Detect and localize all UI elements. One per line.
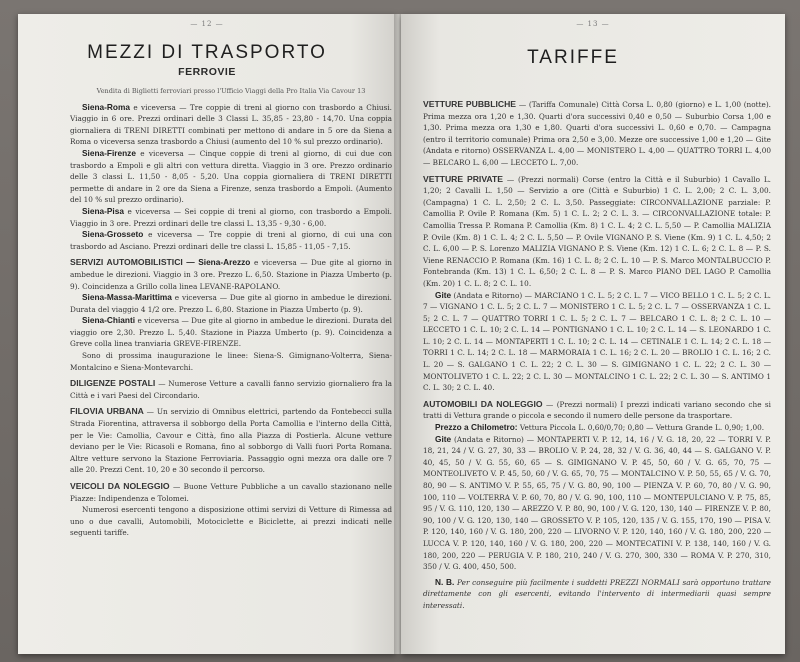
right-page — [401, 14, 785, 654]
page-number-right: — 13 — — [576, 20, 610, 28]
numerosi-esercenti: Numerosi esercenti tengono a disposizione ottimi servizi di Vetture di Rimessa ad uno o due cavalli, Automobili, Motociclette e Biciclette, ai prezzi indicati nelle seguenti tariffe. — [70, 505, 392, 538]
left-page — [18, 14, 396, 654]
nb-text: Per conseguire più facilmente i suddetti PREZZI NORMALI sarà opportuno trattare direttamente con gli esercenti, evitando l'intervento di intermediarii quasi sempre interessati. — [423, 577, 771, 610]
page-title-left: MEZZI DI TRASPORTO — [87, 42, 327, 63]
route-head: Siena-Massa-Marittima — [82, 292, 172, 303]
intro-note: Vendita di Biglietti ferroviari presso l'Ufficio Viaggi della Pro Italia Via Cavour 13 — [96, 87, 366, 95]
route-siena-massa — [70, 292, 392, 315]
nb-head: N. B. — [435, 576, 455, 587]
right-body — [423, 94, 771, 612]
route-siena-grosseto — [70, 229, 392, 252]
route-head: Siena-Roma — [82, 101, 130, 112]
route-siena-roma — [70, 102, 392, 148]
route-head: Siena-Pisa — [82, 205, 124, 216]
section-heading: VETTURE PRIVATE — [423, 173, 503, 184]
automobili-da-noleggio — [423, 399, 771, 422]
gite-head: Gite — [435, 433, 452, 444]
section-heading: SERVIZI AUTOMOBILISTICI — [70, 257, 183, 268]
page-number-left: — 12 — — [190, 20, 224, 28]
section-heading: FILOVIA URBANA — [70, 406, 144, 417]
route-head: — Siena-Arezzo — [186, 257, 251, 268]
route-siena-pisa — [70, 206, 392, 229]
section-heading: AUTOMOBILI DA NOLEGGIO — [423, 398, 543, 409]
section-ferrovie: FERROVIE — [178, 66, 236, 78]
section-text: — Buone Vetture Pubbliche a un cavallo stazionano nelle Piazze: Indipendenza e Tolomei. — [70, 482, 393, 503]
route-text: e viceversa — Sei coppie di treni al giorno, con trasbordo a Empoli. Viaggio in 3 ore. Prezzi ordinari delle tre classi L. 13,35 - 9,30 - 6,00. — [70, 206, 392, 228]
gite-head: Gite — [435, 289, 452, 300]
route-text: e viceversa — Due gite al giorno in ambedue le direzioni. Durata del viaggio 4 1/2 ore. Prezzo L. 6,80. Stazione in Piazza Umberto (p. 9). — [70, 293, 392, 314]
km-text: Vettura Piccola L. 0,60/0,70; 0,80 — Vettura Grande L. 0,90; 1,00. — [519, 423, 765, 433]
section-text: — (Prezzi normali) I prezzi indicati variano secondo che si tratti di Vettura grande o piccola e secondo il numero delle persone da trasportare. — [423, 399, 771, 421]
page-title-right: TARIFFE — [527, 47, 619, 68]
route-head: Siena-Chianti — [82, 315, 136, 326]
diligenze-postali — [70, 378, 392, 401]
section-heading: VEICOLI DA NOLEGGIO — [70, 481, 170, 491]
vetture-pubbliche — [423, 99, 771, 169]
route-text: e viceversa — Due gite al giorno in ambedue le direzioni. Viaggio in 3 ore. Prezzo L. 6,50. Stazione in Piazza Umberto (p. 9). Coincidenza a Grillo colla linea LEVANE-RAPOLANO. — [70, 258, 393, 291]
route-text: e viceversa — Tre coppie di treni al giorno, di cui una con trasbordo ad Asciano. Prezzi ordinari delle tre classi L. 15,85 - 11,05 - 7,15. — [70, 230, 392, 251]
prezzo-chilometro — [423, 422, 771, 434]
route-text: e viceversa — Cinque coppie di treni al giorno, di cui due con trasbordo a Empoli e gli altri con vettura diretta. Viaggio in 3 ore. Prezzo ordinario delle 3 classi L. 11,50 - 8,05 - 5,20. Una coppia giornaliera di TRENI DIRETTI permette di andare in 2 ore da Siena a Firenze, senza trasbordo a Empoli. (Aumento del 10 % sul prezzo ordinario). — [70, 148, 392, 205]
route-siena-firenze — [70, 148, 392, 206]
km-head: Prezzo a Chilometro: — [435, 422, 518, 433]
section-text: — (Tariffa Comunale) Città Corsa L. 0,80 (giorno) e L. 1,00 (notte). Prima mezza ora 1,20 e 1,30. Quarti d'ora successivi 0,40 e 0,50 — Suburbio Corsa 1,00 e 1,30. Prima mezza ora 1,30 e 1,80. Quarti d'ora successivi L. 0,60 e 0,70. — Campagna (entro il territorio comunale) Prima ora 2,50 e 3,00. Mezze ore successive 1,00 e 1,20 — Gite (Andata e ritorno) OSSERVANZA L. 4,00 — MONISTERO L. 4,00 — QUATTRO TORRI L. 4,00 — BELCARO L. 6,00 — LECCETO L. 7,00. — [423, 100, 771, 167]
route-text: e viceversa — Due gite al giorno in ambedue le direzioni. Durata del viaggio ore 2,30. Prezzo L. 5,40. Stazione in Piazza Umberto (p. 9). Coincidenza a Greve colla linea tranviaria GREVE-FIRENZE. — [70, 316, 393, 349]
vetture-private — [423, 174, 771, 290]
filovia-urbana — [70, 406, 392, 476]
route-head: Siena-Firenze — [82, 147, 136, 158]
gite-text: (Andata e Ritorno) — MONTAPERTI V. P. 12, 14, 16 / V. G. 18, 20, 22 — TORRI V. P. 18, 21, 24 / V. G. 27, 30, 33 — BROLIO V. P. 24, 28, 32 / V. G. 36, 40, 44 — S. GALGANO V. P. 40, 45, 50 / V. G. 55, 60, 65 — S. GIMIGNANO V. P. 45, 50, 60 / V. G. 65, 70, 75 — MONTEOLIVETO V. P. 45, 50, 60 / V. G. 65, 70, 75 — MONTALCINO V. P. 50, 55, 65 / V. G. 70, 80, 90 — S. ANTIMO V. P. 55, 65, 75 / V. G. 80, 90, 100 — PIENZA V. P. 60, 70, 80 / V. G. 90, 100, 110 — VOLTERRA V. P. 60, 70, 80 / V. G. 90, 100, 110 — MONTEPULCIANO V. P. 75, 85, 95 / V. G. 110, 120, 130 — AREZZO V. P. 80, 90, 100 / V. G. 120, 130, 140 — FIRENZE V. P. 80, 90, 100 / V. G. 120, 130, 140 — GROSSETO V. P. 105, 120, 135 / V. G. 155, 170, 190 — PISA V. P. 120, 140, 160 / V. G. 180, 200, 220 — LIVORNO V. P. 120, 140, 160 / V. G. 180, 200, 220 — LUCCA V. P. 120, 140, 160 / V. G. 180, 200, 220 — MONTECATINI V. P. 138, 140, 160 / V. G. 180, 200, 220 — PERUGIA V. P. 180, 210, 240 / V. G. 270, 300, 330 — ROMA V. P. 270, 310, 350 / V. G. 400, 450, 500. — [423, 434, 771, 572]
veicoli-da-noleggio — [70, 481, 392, 504]
section-heading: VETTURE PUBBLICHE — [423, 99, 517, 109]
gite-automobili — [423, 434, 771, 573]
route-text: e viceversa — Tre coppie di treni al giorno con trasbordo a Chiusi. Viaggio in 6 ore. Prezzi ordinari delle 3 Classi L. 35,85 - 23,80 - 14,70. Una coppia giornaliera di TRENI DIRETTI combinati per mettono di andare in 5 ore da Siena a Roma o viceversa senza trasbordo a Chiusi (aumento del 10 % sul prezzo ordinario). — [70, 102, 392, 147]
servizi-automobilistici — [70, 257, 392, 292]
section-heading: DILIGENZE POSTALI — [70, 378, 156, 389]
prossima-inaugurazione: Sono di prossima inaugurazione le linee: Siena-S. Gimignano-Volterra, Siena-Montalcino e Siena-Montevarchi. — [70, 351, 392, 372]
left-body — [70, 86, 392, 539]
nota-bene — [423, 577, 771, 612]
route-head: Siena-Grosseto — [82, 229, 144, 240]
section-text: — Numerose Vetture a cavalli fanno servizio giornaliero fra la Città e i vari Paesi del Circondario. — [70, 379, 392, 400]
section-text: — (Prezzi normali) Corse (entro la Città e il Suburbio) 1 Cavallo L. 1,20; 2 Cavalli L. 1,50 — Servizio a ore (Città e Suburbio) 1 C. L. 2,00; 2 C. L. 3,00. (Campagna) 1 C. L. 2,50; 2 C. L. 3,50. Passeggiate: CIRCONVALLAZIONE parziale: P. Camollia P. Ovile P. Romana (Km. 5) 1 C. L. 2; 2 C. L. 3. — CIRCONVALLAZIONE totale: P. Camollia Tressa P. Romana P. Camollia (Km. 8) 1 C. L. 4; 2 C. L. 5,50 — P. Camollia MALIZIA P. Ovile (Km. 8) 1 C. L. 4; 2 C. L. 5,50 — P. Ovile VIGNANO P. S. Viene (Km. 9) 1 C. L. 4,50; 2 C. L. 6,00 — P. S. Lorenzo MALIZIA VIGNANO P. S. Viene (Km. 12) 1 C. L. 6; 2 C. L. 8 — P. S. Viene RENACCIO P. Romana (Km. 16) 1 C. L. 8; 2 C. L. 10 — P. S. Marco MONTALBUCCIO P. Fontebranda (Km. 13) 1 C. L. 6,50; 2 C. L. 8 — P. S. Marco PIANO DEL LAGO P. Camollia (Km. 20) 1 C. L. 8; 2 C. L. 10. — [423, 174, 771, 288]
section-text: — Un servizio di Omnibus elettrici, partendo da Fontebecci sulla Strada Fiorentina, attraversa il sobborgo della Porta Camollia e l'interno della Città, per le Vie: Camollia, Cavour e Città, fino alla Piazza di Postierla. Alcune vetture deviano per le Vie: Ricasoli e Romana, fino al sobborgo di Valli fuori Porta Romana. Altre vetture servono la Stazione Ferroviaria. Passaggio ogni mezza ora dalle ore 7 alle 20. Prezzi Cent. 10, 20 e 30 secondo il percorso. — [70, 407, 393, 475]
gite-vetture — [423, 290, 771, 394]
gite-text: (Andata e Ritorno) — MARCIANO 1 C. L. 5; 2 C. L. 7 — VICO BELLO 1 C. L. 5; 2 C. L. 7 — VIGNANO 1 C. L. 5; 2 C. L. 7 — MONISTERO 1 C. L. 5; 2 C. L. 7 — OSSERVANZA 1 C. L. 5; 2 C. L. 7 — QUATTRO TORRI 1 C. L. 5; 2 C. L. 7 — BELCARO 1 C. L. 8; 2 C. L. 10 — LECCETO 1 C. L. 10; 2 C. L. 14 — PONTIGNANO 1 C. L. 10; 2 C. L. 14 — S. LEONARDO 1 C. L. 10; 2 C. L. 14 — MONTAPERTI 1 C. L. 10; 2 C. L. 14 — CETINALE 1 C. L. 14; 2 C. L. 18 — TORRI 1 C. L. 14; 2 C. L. 18 — MARMORAIA 1 C. L. 16; 2 C. L. 20 — BROLIO 1 C. L. 16; 2 C. L. 20 — S. GALGANO 1 C. L. 22; 2 C. L. 30 — S. GIMIGNANO 1 C. L. 22; 2 C. L. 30 — MONTOLIVETO 1 C. L. 22; 2 C. L. 30 — MONTALCINO 1 C. L. 22; 2 C. L. 30 — S. ANTIMO 1 C. L. 30; 2 C. L. 40. — [423, 290, 771, 393]
route-siena-chianti — [70, 315, 392, 350]
